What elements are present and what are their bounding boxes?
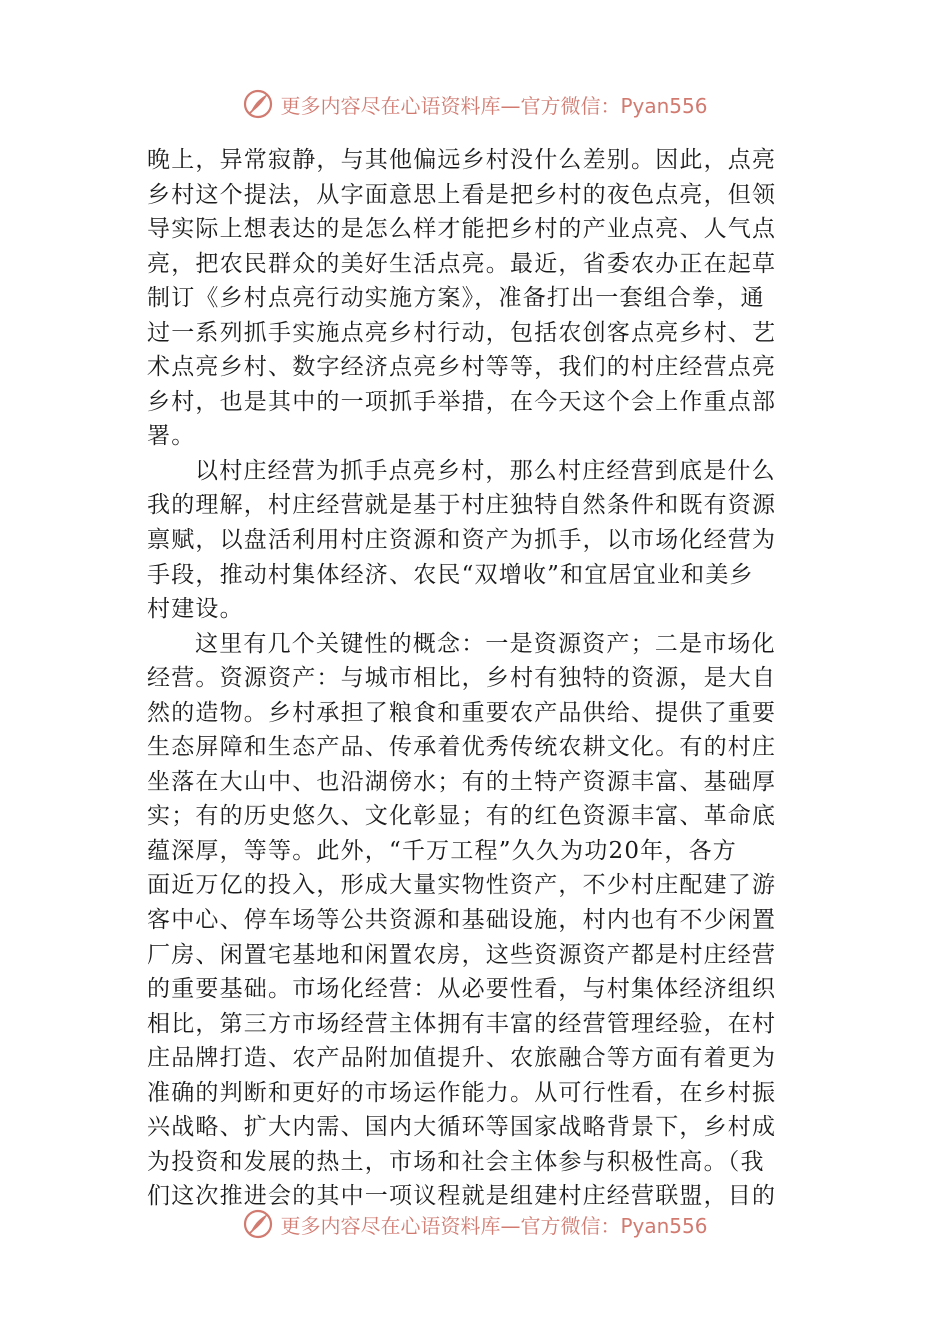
text-line: 庄品牌打造、农产品附加值提升、农旅融合等方面有着更为 [147, 1045, 777, 1072]
quill-logo-icon [242, 88, 274, 120]
paragraph-1 [147, 143, 807, 454]
text-line: 术点亮乡村、数字经济点亮乡村等等，我们的村庄经营点亮 [147, 354, 777, 381]
text-line: 导实际上想表达的是怎么样才能把乡村的产业点亮、人气点 [147, 216, 777, 243]
paragraph-2 [147, 454, 807, 627]
text-line: 蕴深厚，等等。此外，“千万工程”久久为功20年，各方 [147, 837, 737, 864]
text-line: 为投资和发展的热土，市场和社会主体参与积极性高。（我 [147, 1148, 765, 1175]
text-line: 实；有的历史悠久、文化彰显；有的红色资源丰富、革命底 [147, 803, 777, 830]
watermark-footer [0, 1206, 950, 1242]
watermark-text: 更多内容尽在心语资料库—官方微信：Pyan556 [280, 93, 708, 118]
text-line: 禀赋，以盘活利用村庄资源和资产为抓手，以市场化经营为 [147, 527, 777, 554]
document-body [147, 143, 807, 1214]
text-line: 兴战略、扩大内需、国内大循环等国家战略背景下，乡村成 [147, 1114, 777, 1141]
text-line: 这里有几个关键性的概念：一是资源资产；二是市场化 [195, 630, 776, 657]
paragraph-3 [147, 627, 807, 1214]
text-line: 晚上，异常寂静，与其他偏远乡村没什么差别。因此，点亮 [147, 147, 777, 173]
text-line: 过一系列抓手实施点亮乡村行动，包括农创客点亮乡村、艺 [147, 319, 777, 346]
text-line: 亮，把农民群众的美好生活点亮。最近，省委农办正在起草 [147, 250, 777, 277]
text-line: 的重要基础。市场化经营：从必要性看，与村集体经济组织 [147, 976, 777, 1003]
text-line: 制订《乡村点亮行动实施方案》，准备打出一套组合拳，通 [147, 285, 765, 312]
text-line: 准确的判断和更好的市场运作能力。从可行性看，在乡村振 [147, 1079, 777, 1106]
text-line: 乡村，也是其中的一项抓手举措，在今天这个会上作重点部 [147, 388, 777, 415]
text-line: 生态屏障和生态产品、传承着优秀传统农耕文化。有的村庄 [147, 734, 777, 761]
text-line: 署。 [147, 423, 196, 450]
text-line: 客中心、停车场等公共资源和基础设施，村内也有不少闲置 [147, 907, 777, 934]
text-line: 手段，推动村集体经济、农民“双增收”和宜居宜业和美乡 [147, 561, 754, 588]
watermark-header [0, 86, 950, 122]
quill-logo-icon [242, 1208, 274, 1240]
text-line: 乡村这个提法，从字面意思上看是把乡村的夜色点亮，但领 [147, 181, 777, 208]
text-line: 厂房、闲置宅基地和闲置农房，这些资源资产都是村庄经营 [147, 941, 777, 968]
watermark-text: 更多内容尽在心语资料库—官方微信：Pyan556 [280, 1213, 708, 1238]
text-line: 然的造物。乡村承担了粮食和重要农产品供给、提供了重要 [147, 699, 777, 726]
text-line: 相比，第三方市场经营主体拥有丰富的经营管理经验，在村 [147, 1010, 777, 1037]
text-line: 我的理解，村庄经营就是基于村庄独特自然条件和既有资源 [147, 492, 777, 519]
text-line: 经营。资源资产：与城市相比，乡村有独特的资源，是大自 [147, 665, 777, 692]
text-line: 村建设。 [147, 596, 244, 623]
text-line: 以村庄经营为抓手点亮乡村，那么村庄经营到底是什么 [195, 457, 776, 484]
text-line: 坐落在大山中、也沿湖傍水；有的土特产资源丰富、基础厚 [147, 768, 777, 795]
text-line: 面近万亿的投入，形成大量实物性资产，不少村庄配建了游 [147, 872, 777, 899]
text-line: 们这次推进会的其中一项议程就是组建村庄经营联盟，目的 [147, 1183, 777, 1210]
